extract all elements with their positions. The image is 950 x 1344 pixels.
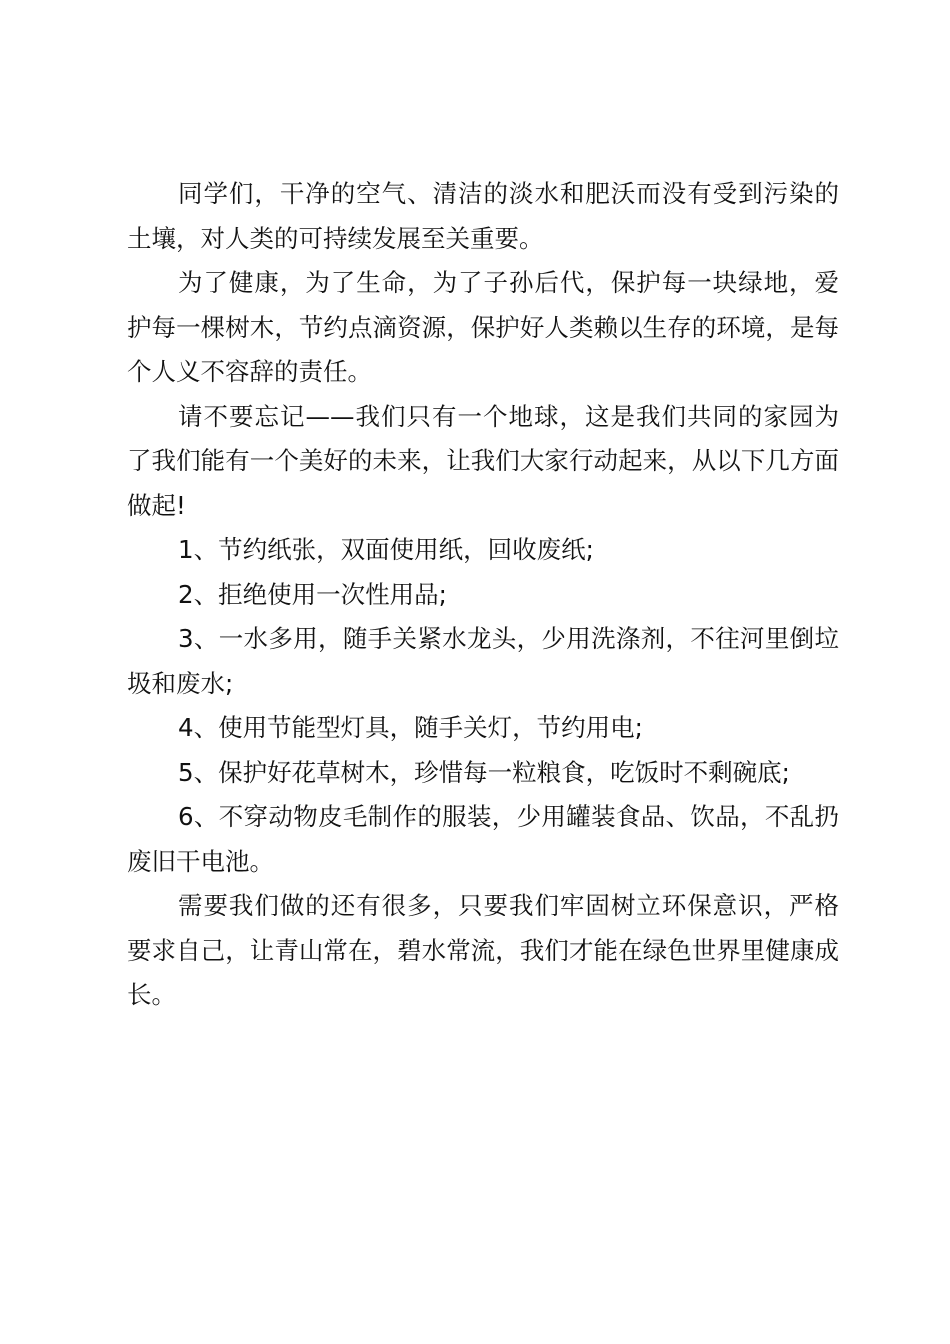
list-item-5: 5、保护好花草树木，珍惜每一粒粮食，吃饭时不剩碗底; [178, 757, 790, 787]
paragraph-responsibility: 为了健康，为了生命，为了子孙后代，保护每一块绿地，爱护每一棵树木，节约点滴资源，保护好人类赖以生存的环境，是每个人义不容辞的责任。 [127, 268, 839, 386]
paragraph-call-to-action: 请不要忘记——我们只有一个地球，这是我们共同的家园为了我们能有一个美好的未来，让我们大家行动起来，从以下几方面做起! [127, 401, 839, 520]
list-item-1: 1、节约纸张，双面使用纸，回收废纸; [178, 535, 594, 564]
paragraph-conclusion: 需要我们做的还有很多，只要我们牢固树立环保意识，严格要求自己，让青山常在，碧水常流，我们才能在绿色世界里健康成长。 [127, 891, 839, 1009]
paragraph-intro: 同学们，干净的空气、清洁的淡水和肥沃而没有受到污染的土壤，对人类的可持续发展至关重要。 [127, 179, 839, 253]
list-item-2: 2、拒绝使用一次性用品; [178, 579, 447, 609]
list-item-4: 4、使用节能型灯具，随手关灯，节约用电; [178, 713, 643, 742]
list-item-3: 3、一水多用，随手关紧水龙头，少用洗涤剂，不往河里倒垃圾和废水; [127, 624, 839, 698]
document-body [127, 172, 839, 1018]
list-item-6: 6、不穿动物皮毛制作的服装，少用罐装食品、饮品，不乱扔废旧干电池。 [127, 802, 839, 876]
